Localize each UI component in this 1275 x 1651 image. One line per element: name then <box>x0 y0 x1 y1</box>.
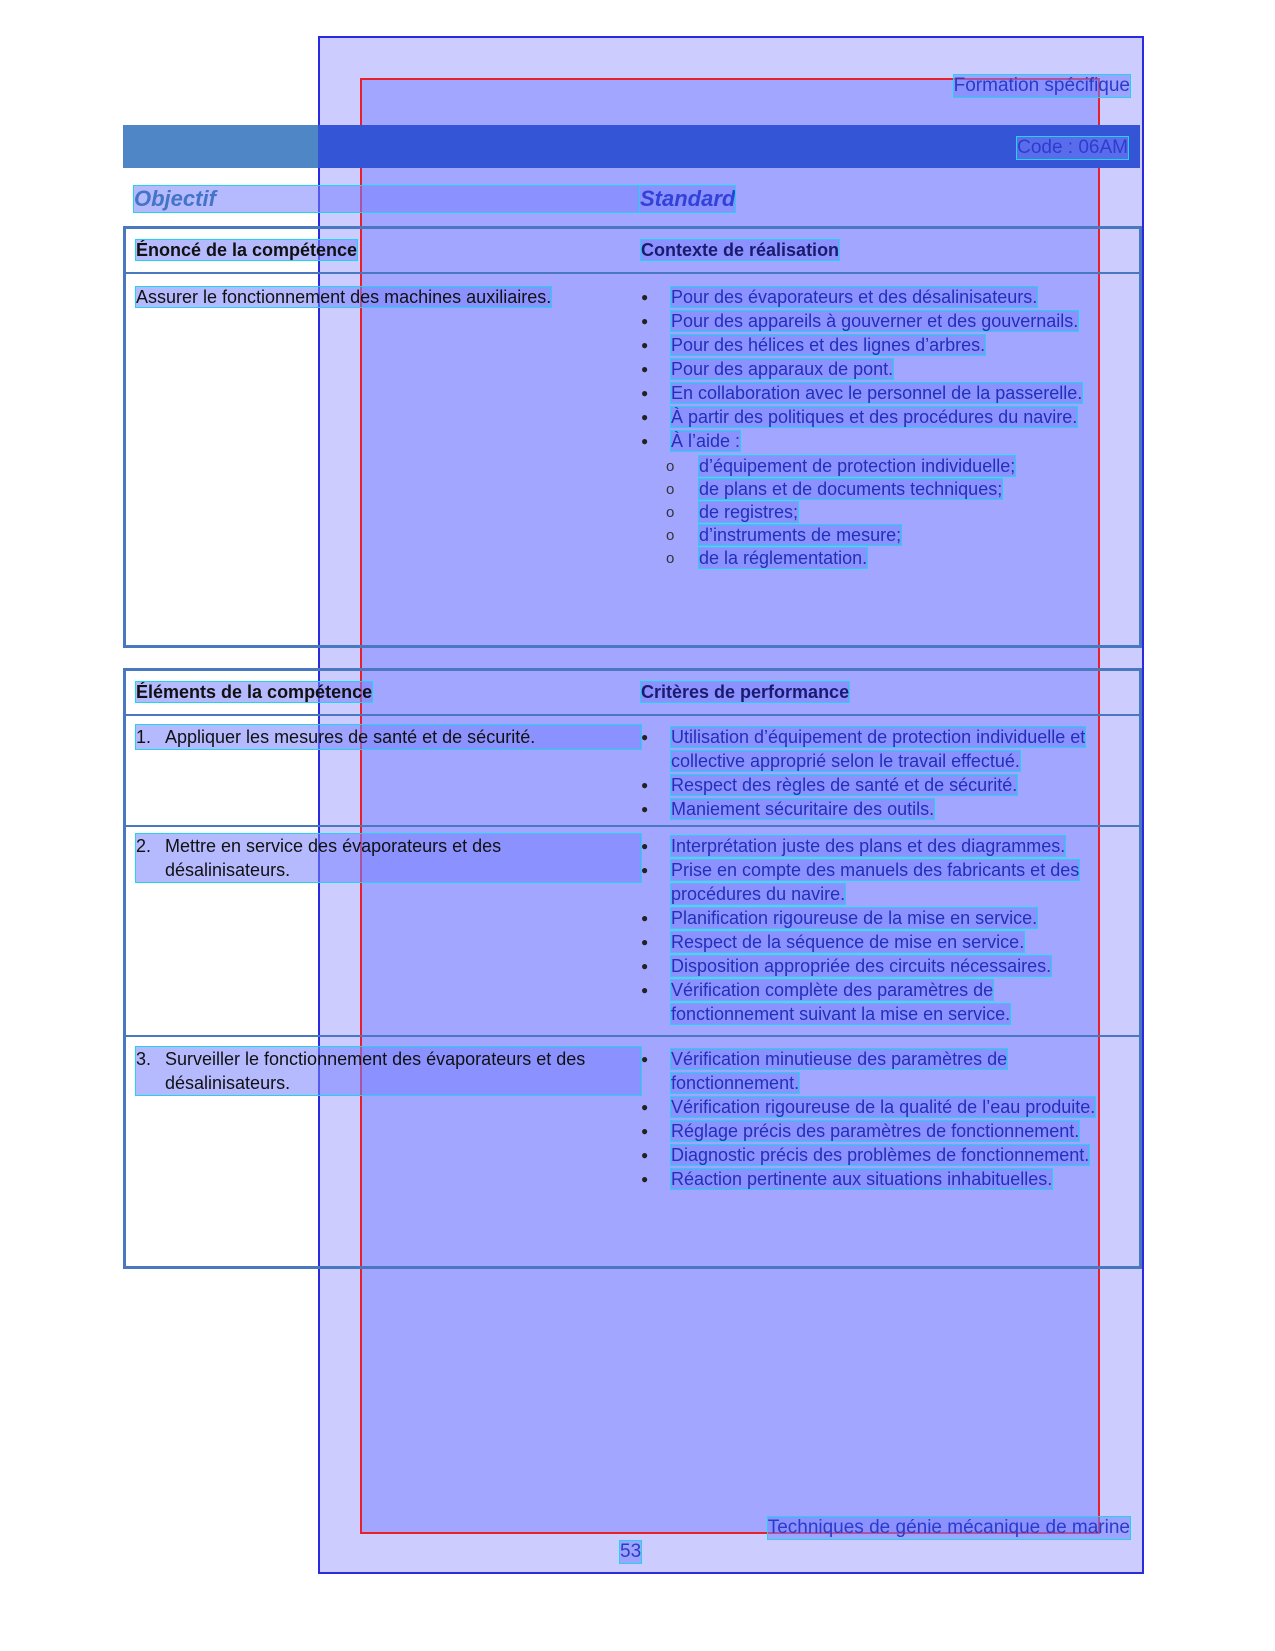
list-item: ● Maniement sécuritaire des outils. <box>641 797 1119 821</box>
list-item: ● Respect des règles de santé et de sécurité. <box>641 773 1119 797</box>
list-item: o d’instruments de mesure; <box>641 524 1119 547</box>
competence-table <box>123 226 1142 648</box>
list-item: ● Prise en compte des manuels des fabricants et des procédures du navire. <box>641 858 1119 906</box>
list-item: ● Pour des appareils à gouverner et des gouvernails. <box>641 309 1119 333</box>
elements-header: Éléments de la compétence <box>136 682 373 702</box>
aide-sublist <box>671 455 1119 570</box>
list-item: ● Planification rigoureuse de la mise en service. <box>641 906 1119 930</box>
list-item: ● À partir des politiques et des procédures du navire. <box>641 405 1119 429</box>
competence-statement-header: Énoncé de la compétence <box>136 240 358 260</box>
footer-title: Techniques de génie mécanique de marine <box>767 1517 1130 1538</box>
criteria-header: Critères de performance <box>641 682 850 702</box>
criteria-list <box>641 725 1139 821</box>
criteria-list <box>641 834 1139 1026</box>
list-item: o de la réglementation. <box>641 547 1119 570</box>
competence-body-row <box>126 272 1139 645</box>
element-2: 2. Mettre en service des évaporateurs et des désalinisateurs. <box>136 834 641 882</box>
list-item: ● Vérification minutieuse des paramètres de fonctionnement. <box>641 1047 1119 1095</box>
table-row <box>126 714 1139 825</box>
header-bar <box>123 125 1140 168</box>
list-item: ● Pour des évaporateurs et des désalinisateurs. <box>641 285 1119 309</box>
table-row <box>126 1035 1139 1266</box>
list-item: ● Diagnostic précis des problèmes de fonctionnement. <box>641 1143 1119 1167</box>
list-item: ● Respect de la séquence de mise en service. <box>641 930 1119 954</box>
list-item: ● Utilisation d’équipement de protection individuelle et collective approprié selon le travail effectué. <box>641 725 1119 773</box>
competence-header-row <box>126 229 1139 272</box>
list-item: ● Interprétation juste des plans et des diagrammes. <box>641 834 1119 858</box>
course-code: Code : 06AM <box>1017 137 1128 158</box>
running-title: Formation spécifique <box>953 75 1130 96</box>
list-item: o d’équipement de protection individuelle; <box>641 455 1119 478</box>
standard-heading: Standard <box>640 186 736 211</box>
objective-heading: Objectif <box>134 186 639 212</box>
list-item: ● En collaboration avec le personnel de la passerelle. <box>641 381 1119 405</box>
list-item: ● Vérification complète des paramètres de fonctionnement suivant la mise en service. <box>641 978 1119 1026</box>
elements-table <box>123 668 1142 1269</box>
list-item: o de registres; <box>641 501 1119 524</box>
element-1: 1. Appliquer les mesures de santé et de sécurité. <box>136 725 641 749</box>
list-item: ● Disposition appropriée des circuits nécessaires. <box>641 954 1119 978</box>
context-list <box>641 285 1139 570</box>
page-number: 53 <box>620 1541 642 1562</box>
list-item: ● Réglage précis des paramètres de fonctionnement. <box>641 1119 1119 1143</box>
criteria-list <box>641 1047 1139 1191</box>
list-item: ● À l’aide : o d’équipement de protection individuelle; o de plans et de documents techniques; o de registres; o d’instruments de mesure; o de la réglementation. <box>641 429 1119 570</box>
list-item: o de plans et de documents techniques; <box>641 478 1119 501</box>
elements-header-row <box>126 671 1139 714</box>
table-row <box>126 825 1139 1035</box>
list-item: ● Pour des apparaux de pont. <box>641 357 1119 381</box>
list-item: ● Réaction pertinente aux situations inhabituelles. <box>641 1167 1119 1191</box>
competence-statement: Assurer le fonctionnement des machines auxiliaires. <box>136 287 552 307</box>
list-item: ● Pour des hélices et des lignes d’arbres. <box>641 333 1119 357</box>
list-item: ● Vérification rigoureuse de la qualité de l’eau produite. <box>641 1095 1119 1119</box>
context-header: Contexte de réalisation <box>641 240 840 260</box>
element-3: 3. Surveiller le fonctionnement des évaporateurs et des désalinisateurs. <box>136 1047 641 1095</box>
